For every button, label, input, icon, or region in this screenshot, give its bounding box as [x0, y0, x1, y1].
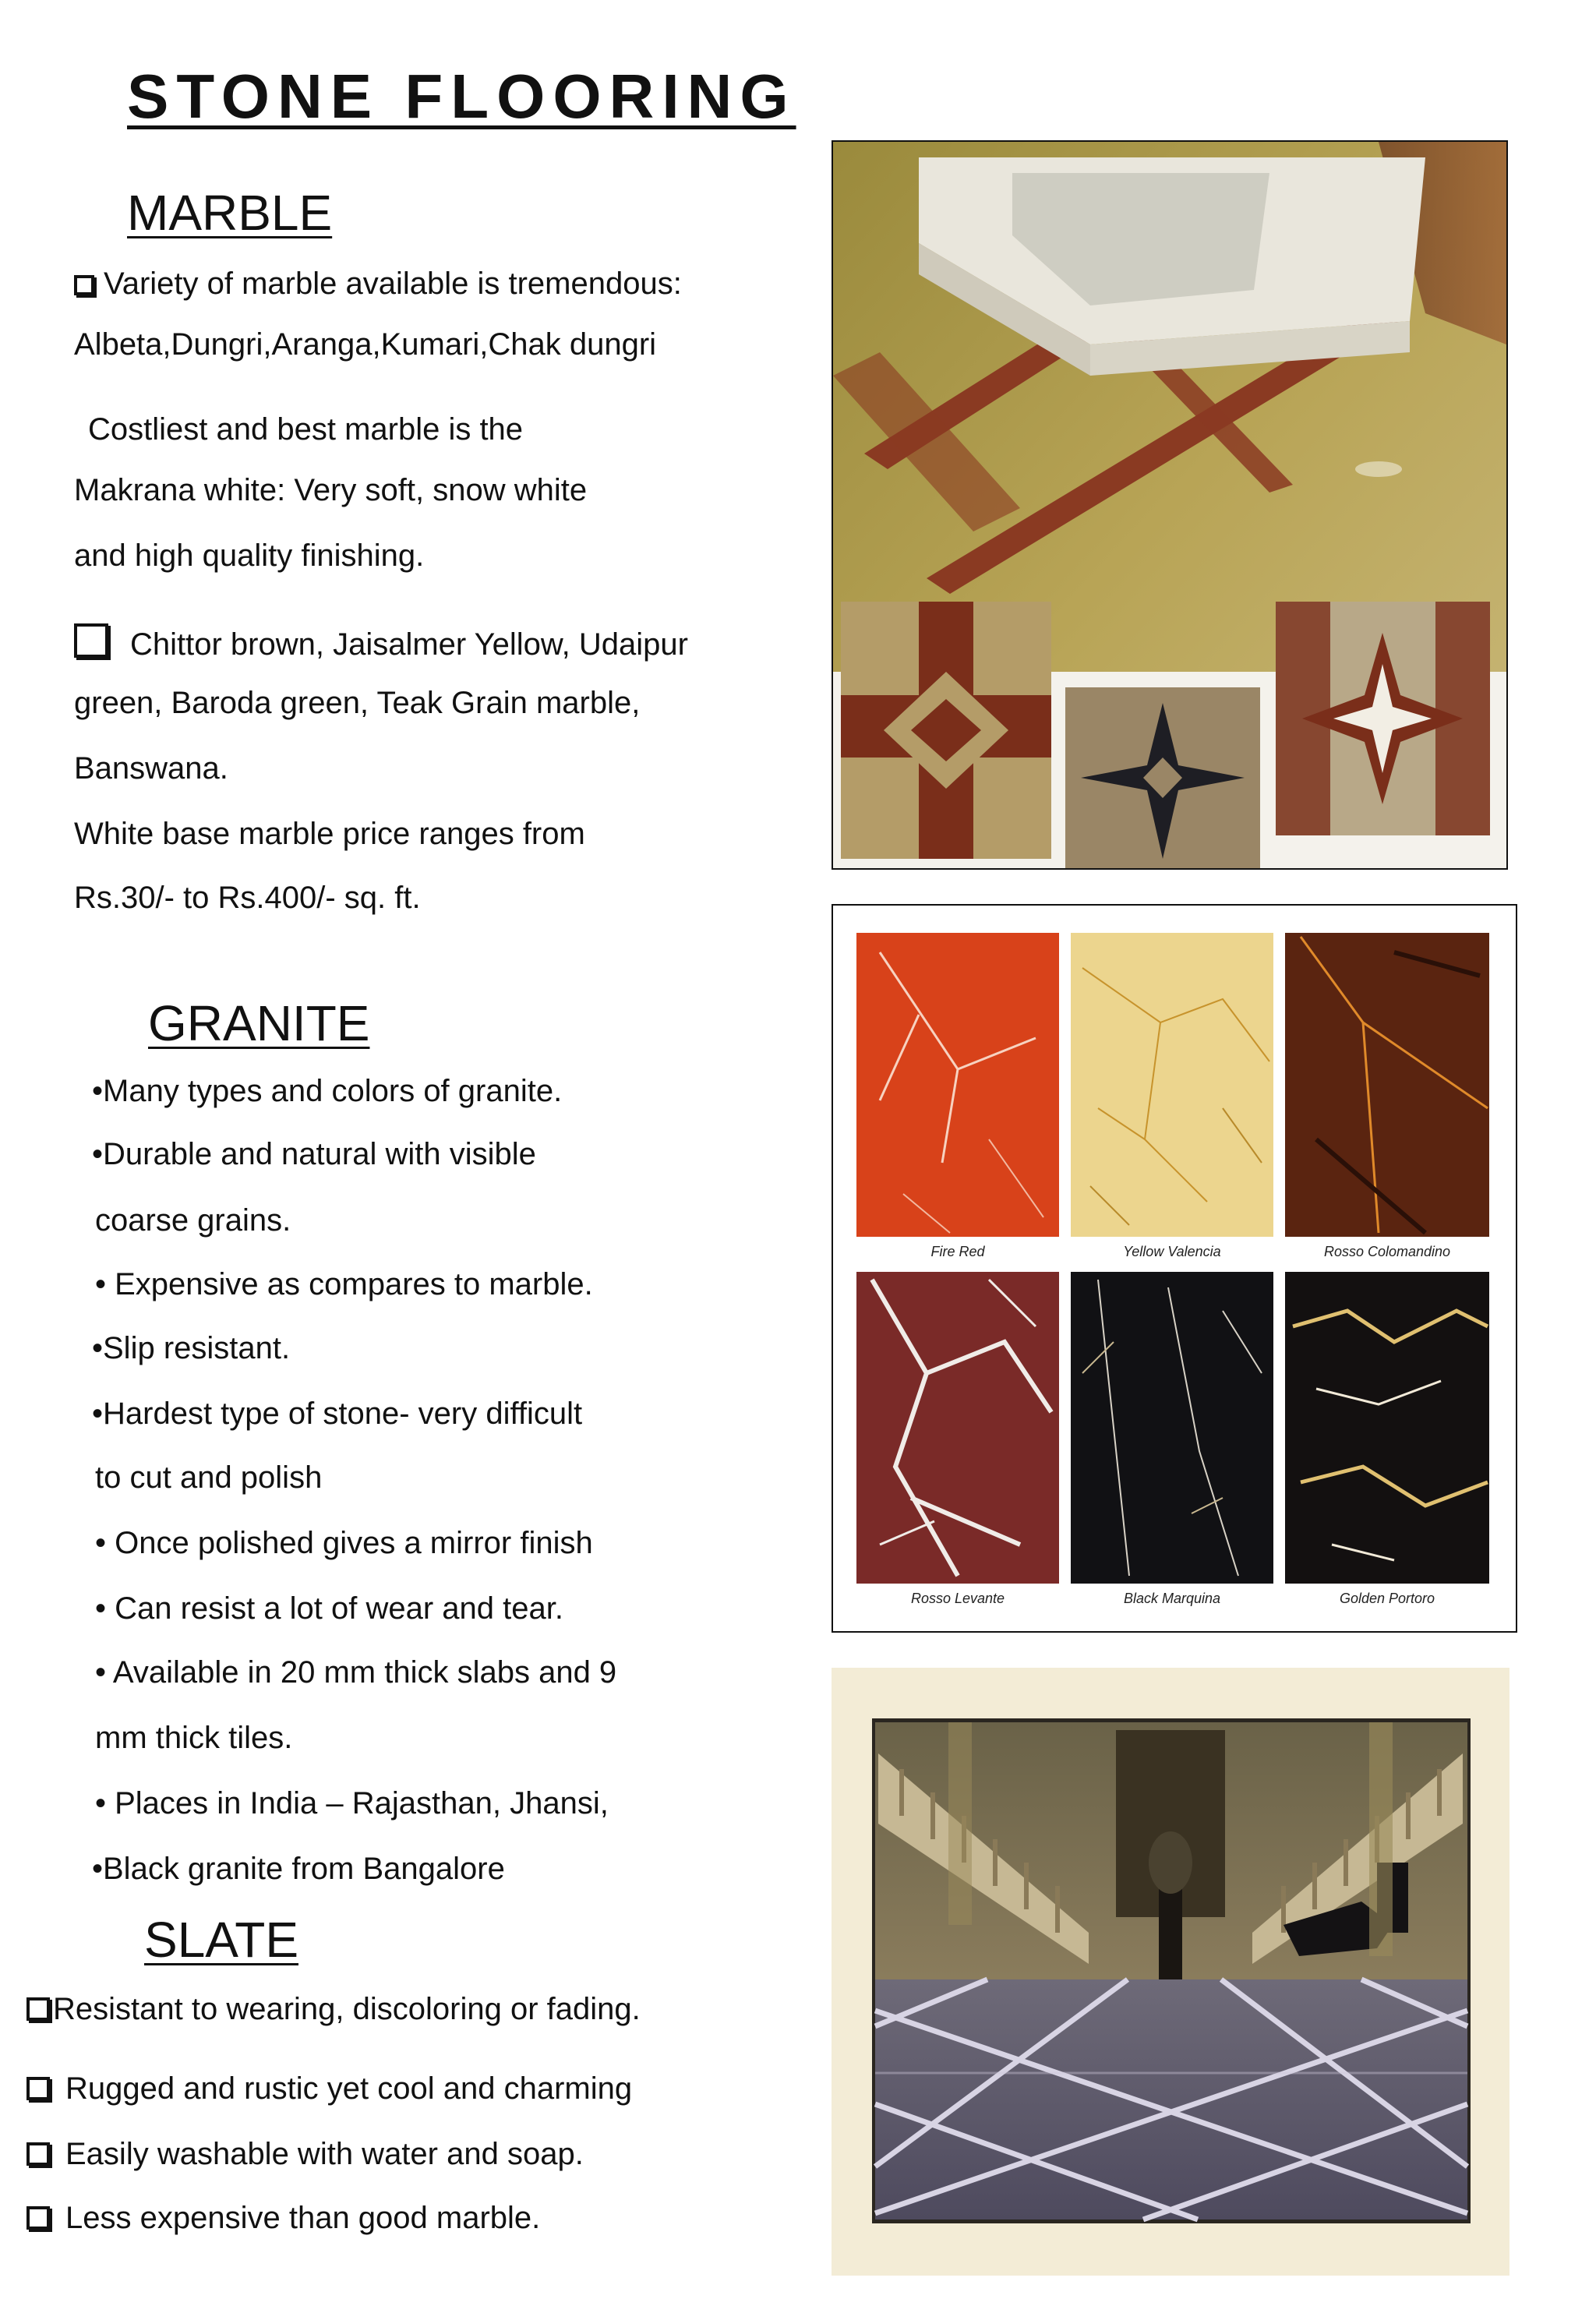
- stone-swatches-panel: [832, 904, 1517, 1633]
- swatch-black-marquina: [1071, 1272, 1273, 1584]
- swatch-rosso-levante: [856, 1272, 1059, 1584]
- swatch-fire-red: [856, 933, 1059, 1237]
- marble-line-5: and high quality finishing.: [74, 539, 425, 573]
- granite-line-13: •Black granite from Bangalore: [92, 1852, 505, 1886]
- slate-line-2: Rugged and rustic yet cool and charming: [26, 2070, 632, 2107]
- slate-floor-photo: [832, 1668, 1509, 2276]
- checkbox-bullet-icon: [74, 623, 108, 658]
- marble-line-2: Albeta,Dungri,Aranga,Kumari,Chak dungri: [74, 327, 657, 362]
- slate-line-3: Easily washable with water and soap.: [26, 2135, 584, 2173]
- checkbox-bullet-icon: [26, 2077, 50, 2100]
- slate-line-1: Resistant to wearing, discoloring or fading.: [26, 1990, 641, 2028]
- granite-line-3: coarse grains.: [95, 1203, 291, 1238]
- granite-line-4: • Expensive as compares to marble.: [95, 1267, 593, 1301]
- checkbox-bullet-icon: [26, 1997, 50, 2021]
- granite-line-12: • Places in India – Rajasthan, Jhansi,: [95, 1786, 609, 1820]
- marble-line-4: Makrana white: Very soft, snow white: [74, 473, 588, 507]
- checkbox-bullet-icon: [26, 2206, 50, 2230]
- marble-line-1: Variety of marble available is tremendous:: [74, 265, 682, 302]
- granite-line-10: • Available in 20 mm thick slabs and 9: [95, 1655, 617, 1690]
- granite-heading: GRANITE: [148, 995, 370, 1051]
- checkbox-bullet-icon: [74, 275, 94, 295]
- swatch-label-4: Rosso Levante: [910, 1591, 1005, 1606]
- swatch-label-3: Rosso Colomandino: [1323, 1244, 1451, 1259]
- swatch-rosso-colomandino: [1285, 933, 1489, 1237]
- marble-line-7: green, Baroda green, Teak Grain marble,: [74, 686, 641, 720]
- swatch-label-5: Black Marquina: [1123, 1591, 1221, 1606]
- swatch-golden-portoro: [1285, 1272, 1489, 1584]
- marble-floor-illustration: [833, 142, 1506, 868]
- granite-line-1: •Many types and colors of granite.: [92, 1074, 563, 1108]
- marble-line-3: Costliest and best marble is the: [88, 412, 524, 447]
- swatch-label-6: Golden Portoro: [1339, 1591, 1435, 1606]
- checkbox-bullet-icon: [26, 2142, 50, 2166]
- marble-floor-photo: [832, 140, 1508, 870]
- marble-line-6: Chittor brown, Jaisalmer Yellow, Udaipur: [74, 623, 688, 663]
- marble-line-10: Rs.30/- to Rs.400/- sq. ft.: [74, 881, 421, 915]
- granite-line-9: • Can resist a lot of wear and tear.: [95, 1591, 563, 1626]
- slate-heading: SLATE: [144, 1912, 298, 1968]
- granite-line-8: • Once polished gives a mirror finish: [95, 1526, 593, 1560]
- slate-line-4: Less expensive than good marble.: [26, 2199, 540, 2237]
- granite-line-7: to cut and polish: [95, 1460, 323, 1495]
- granite-line-5: •Slip resistant.: [92, 1331, 291, 1365]
- slate-floor-illustration: [832, 1668, 1509, 2276]
- swatch-label-1: Fire Red: [930, 1244, 985, 1259]
- marble-line-8: Banswana.: [74, 751, 228, 786]
- page-title: STONE FLOORING: [127, 62, 796, 131]
- marble-heading: MARBLE: [127, 185, 333, 241]
- granite-line-6: •Hardest type of stone- very difficult: [92, 1397, 583, 1431]
- granite-line-2: •Durable and natural with visible: [92, 1137, 536, 1171]
- granite-line-11: mm thick tiles.: [95, 1721, 293, 1755]
- swatch-yellow-valencia: [1071, 933, 1273, 1237]
- stone-swatches-illustration: [833, 906, 1516, 1631]
- marble-line-9: White base marble price ranges from: [74, 817, 585, 851]
- swatch-label-2: Yellow Valencia: [1123, 1244, 1221, 1259]
